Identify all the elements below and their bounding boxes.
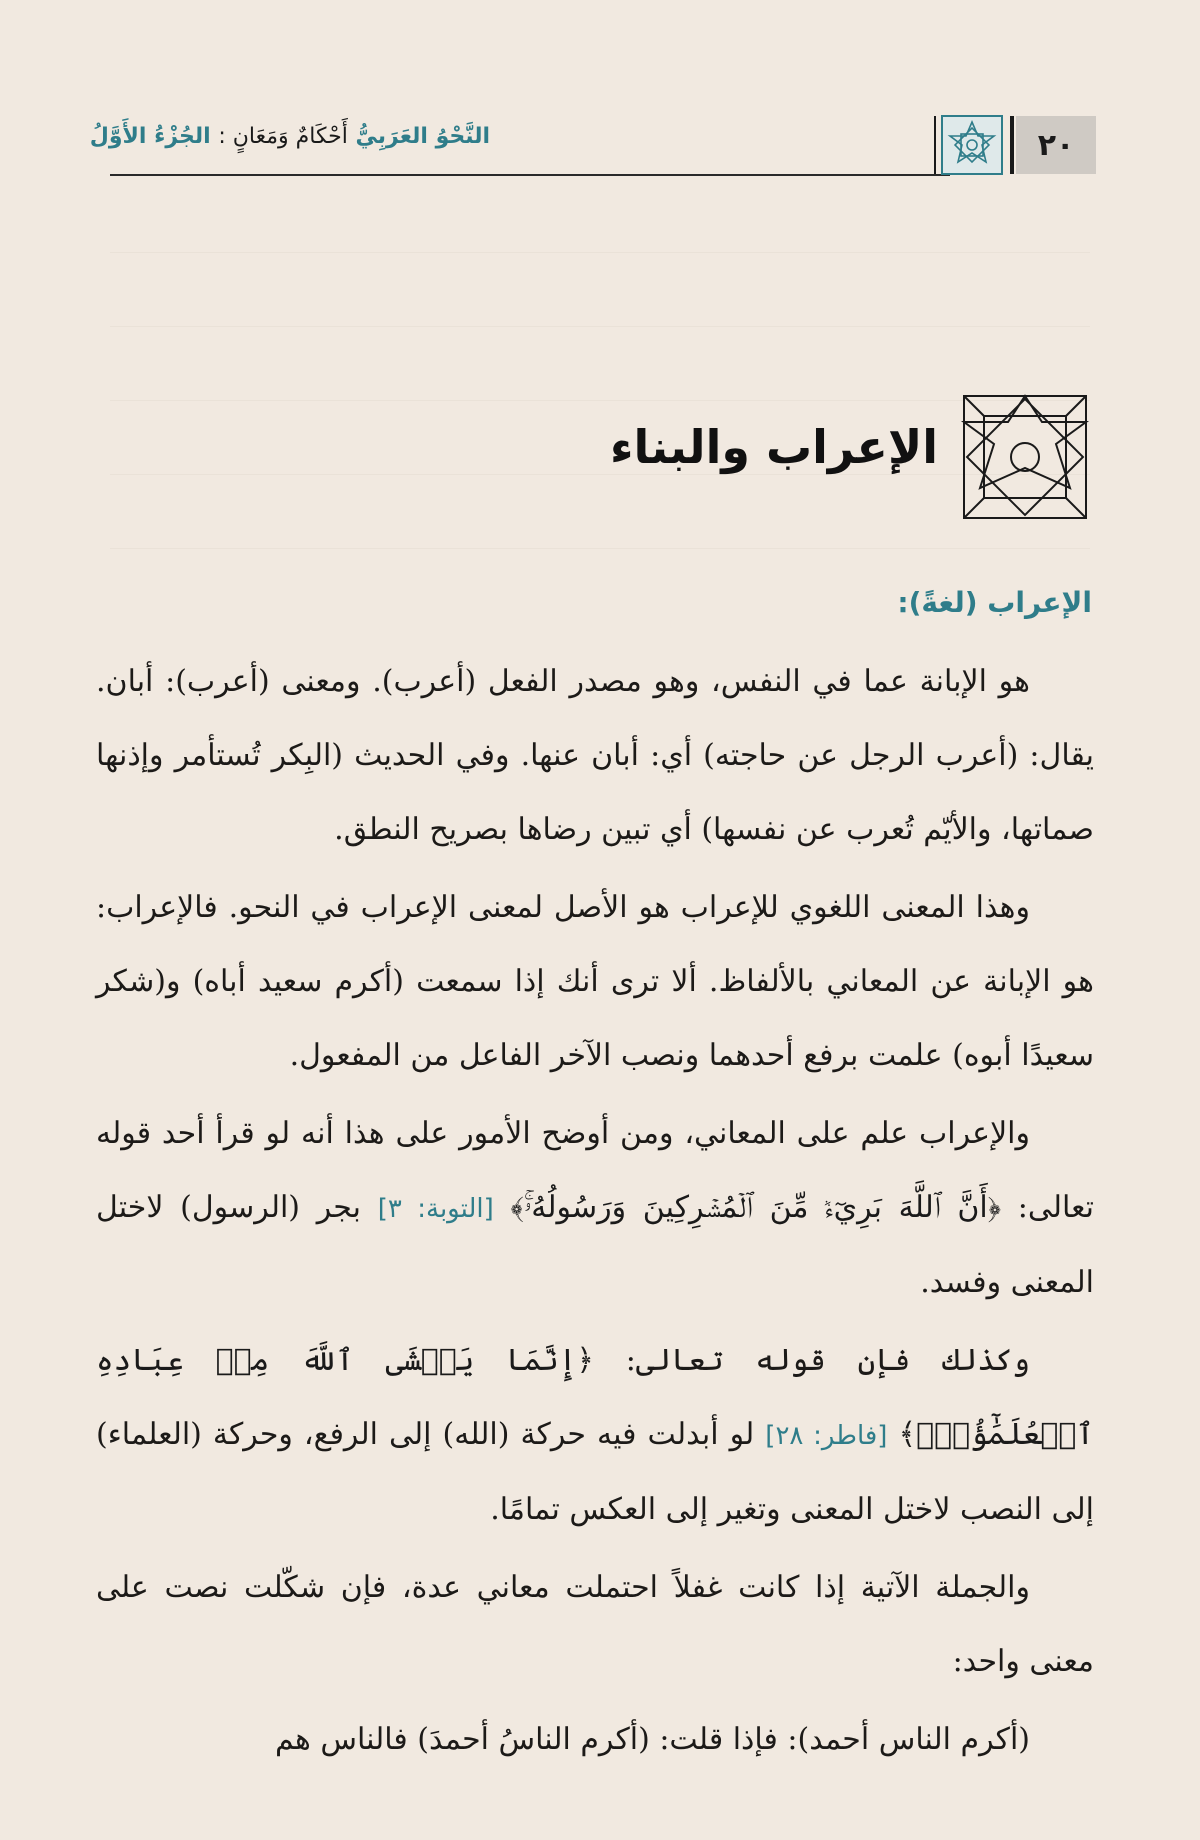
geometric-star-ornament-icon bbox=[940, 114, 1004, 176]
chapter-title: الإعراب والبناء bbox=[609, 420, 938, 474]
paragraph: والجملة الآتية إذا كانت غفلاً احتملت معاني عدة، فإن شكّلت نصت على معنى واحد: bbox=[96, 1570, 1094, 1679]
body-text bbox=[96, 645, 1094, 1781]
paragraph-text: بجر (الرسول) لاختل المعنى وفسد. bbox=[96, 1190, 1094, 1300]
book-subtitle: أَحْكَامٌ وَمَعَانٍ : bbox=[218, 124, 348, 149]
paragraph: (أكرم الناس أحمد): فإذا قلت: (أكرم الناسُ أحمدَ) فالناس هم bbox=[275, 1722, 1030, 1757]
paragraph-text: والإعراب علم على المعاني، ومن أوضح الأمور على هذا أنه لو قرأ أحد قوله تعالى: bbox=[96, 1116, 1094, 1225]
header-rule bbox=[110, 174, 950, 176]
header-divider bbox=[934, 116, 936, 174]
quran-verse: ﴿إِنَّمَا يَخۡشَى ٱللَّهَ مِنۡ عِبَادِهِ ٱلۡعُلَمَٰٓؤُاْۗ﴾ bbox=[96, 1343, 1094, 1452]
section-heading: الإعراب (لغةً): bbox=[897, 586, 1092, 619]
paragraph bbox=[96, 1097, 1094, 1320]
show-through-line bbox=[110, 474, 1090, 475]
eight-point-star-frame-icon bbox=[960, 392, 1090, 522]
verse-reference: [فاطر: ٢٨] bbox=[765, 1421, 888, 1451]
paragraph: هو الإبانة عما في النفس، وهو مصدر الفعل (أعرب). ومعنى (أعرب): أبان. يقال: (أعرب الرجل عن حاجته) أي: أبان عنها. وفي الحديث (البِكر تُستأمر وإذنها صماتها، والأيّم تُعرب عن نفسها) أي تبين رضاها بصريح النطق. bbox=[96, 664, 1094, 847]
volume-label: الجُزْءُ الأَوَّلُ bbox=[89, 124, 211, 149]
show-through-line bbox=[110, 252, 1090, 253]
paragraph bbox=[96, 1324, 1094, 1547]
verse-reference: [التوبة: ٣] bbox=[377, 1194, 494, 1224]
show-through-line bbox=[110, 326, 1090, 327]
quran-verse: ﴿أَنَّ ٱللَّهَ بَرِيٓءٞ مِّنَ ٱلۡمُشۡرِكِينَ وَرَسُولُهُۥۚ﴾ bbox=[510, 1190, 1002, 1225]
paragraph-text: وكذلك فإن قوله تعالى: bbox=[593, 1343, 1030, 1378]
page-header bbox=[89, 110, 1096, 182]
page-number: ٢٠ bbox=[1016, 116, 1096, 174]
show-through-line bbox=[110, 400, 1090, 401]
book-title: النَّحْوُ العَرَبِيُّ bbox=[355, 124, 490, 149]
show-through-line bbox=[110, 548, 1090, 549]
paragraph-text: لو أبدلت فيه حركة (الله) إلى الرفع، وحركة (العلماء) إلى النصب لاختل المعنى وتغير إلى العكس تمامًا. bbox=[96, 1417, 1094, 1527]
header-divider bbox=[1010, 116, 1014, 174]
running-title bbox=[89, 124, 490, 149]
paragraph: وهذا المعنى اللغوي للإعراب هو الأصل لمعنى الإعراب في النحو. فالإعراب: هو الإبانة عن المعاني بالألفاظ. ألا ترى أنك إذا سمعت (أكرم سعيد أباه) و(شكر سعيدًا أبوه) علمت برفع أحدهما ونصب الآخر الفاعل من المفعول. bbox=[96, 890, 1094, 1073]
